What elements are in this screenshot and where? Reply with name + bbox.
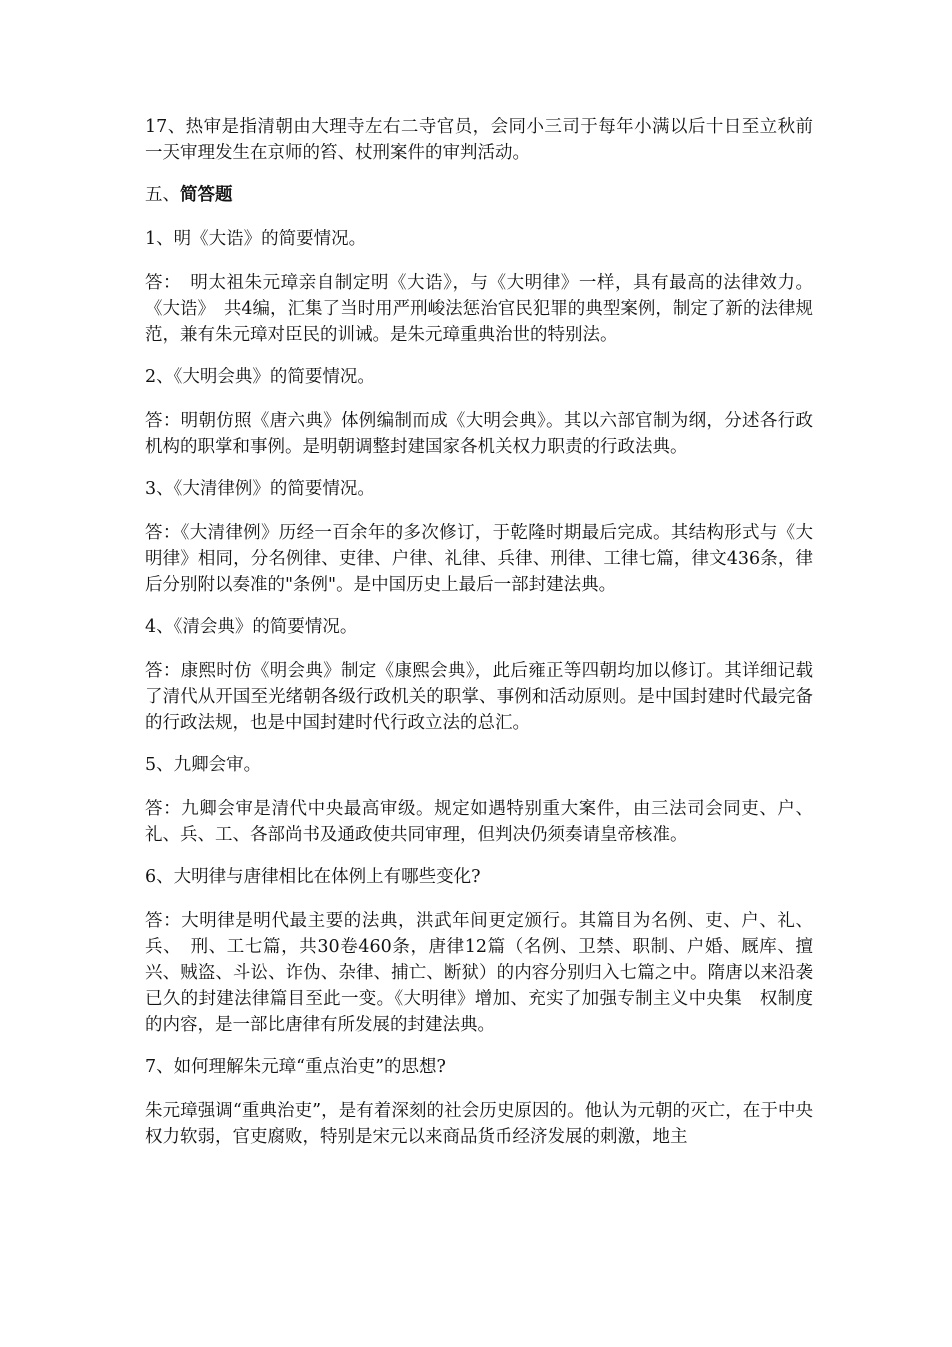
question-2: 2、《大明会典》的简要情况。 xyxy=(145,367,375,387)
document-page xyxy=(145,114,813,1166)
answer-7: 朱元璋强调“重典治吏”，是有着深刻的社会历史原因的。他认为元朝的灭亡，在于中央权力软弱，官吏腐败，特别是宋元以来商品货币经济发展的刺激，地主 xyxy=(145,1101,813,1147)
answer-1: 答： 明太祖朱元璋亲自制定明《大诰》，与《大明律》一样，具有最高的法律效力。《大诰》 共4编，汇集了当时用严刑峻法惩治官民犯罪的典型案例，制定了新的法律规范，兼有朱元璋对臣民的训诫。是朱元璋重典治世的特别法。 xyxy=(145,273,813,345)
answer-2: 答：明朝仿照《唐六典》体例编制而成《大明会典》。其以六部官制为纲，分述各行政机构的职掌和事例。是明朝调整封建国家各机关权力职责的行政法典。 xyxy=(145,411,813,457)
question-3: 3、《大清律例》的简要情况。 xyxy=(145,479,375,499)
question-6: 6、大明律与唐律相比在体例上有哪些变化? xyxy=(145,867,481,887)
paragraph-item-17: 17、热审是指清朝由大理寺左右二寺官员，会同小三司于每年小满以后十日至立秋前一天审理发生在京师的笞、杖刑案件的审判活动。 xyxy=(145,117,813,163)
question-1: 1、明《大诰》的简要情况。 xyxy=(145,229,367,249)
section-heading-prefix: 五、 xyxy=(145,185,180,205)
section-heading-title: 简答题 xyxy=(180,185,233,205)
answer-6: 答：大明律是明代最主要的法典，洪武年间更定颁行。其篇目为名例、吏、户、礼、兵、 刑、工七篇，共30卷460条，唐律12篇（名例、卫禁、职制、户婚、厩库、擅兴、贼盗、斗讼、诈伪、杂律、捕亡、断狱）的内容分别归入七篇之中。隋唐以来沿袭已久的封建法律篇目至此一变。《大明律》增加、充实了加强专制主义中央集 权制度的内容，是一部比唐律有所发展的封建法典。 xyxy=(145,911,813,1035)
question-5: 5、九卿会审。 xyxy=(145,755,262,775)
answer-5: 答：九卿会审是清代中央最高审级。规定如遇特别重大案件，由三法司会同吏、户、礼、兵、工、各部尚书及通政使共同审理，但判决仍须奏请皇帝核准。 xyxy=(145,799,813,845)
question-7: 7、如何理解朱元璋“重点治吏”的思想? xyxy=(145,1057,446,1077)
answer-3: 答：《大清律例》历经一百余年的多次修订，于乾隆时期最后完成。其结构形式与《大明律》相同，分名例律、吏律、户律、礼律、兵律、刑律、工律七篇，律文436条，律后分别附以奏准的"条例"。是中国历史上最后一部封建法典。 xyxy=(145,523,813,595)
answer-4: 答：康熙时仿《明会典》制定《康熙会典》，此后雍正等四朝均加以修订。其详细记载了清代从开国至光绪朝各级行政机关的职掌、事例和活动原则。是中国封建时代最完备的行政法规，也是中国封建时代行政立法的总汇。 xyxy=(145,661,813,733)
question-4: 4、《清会典》的简要情况。 xyxy=(145,617,358,637)
section-heading xyxy=(145,182,813,208)
